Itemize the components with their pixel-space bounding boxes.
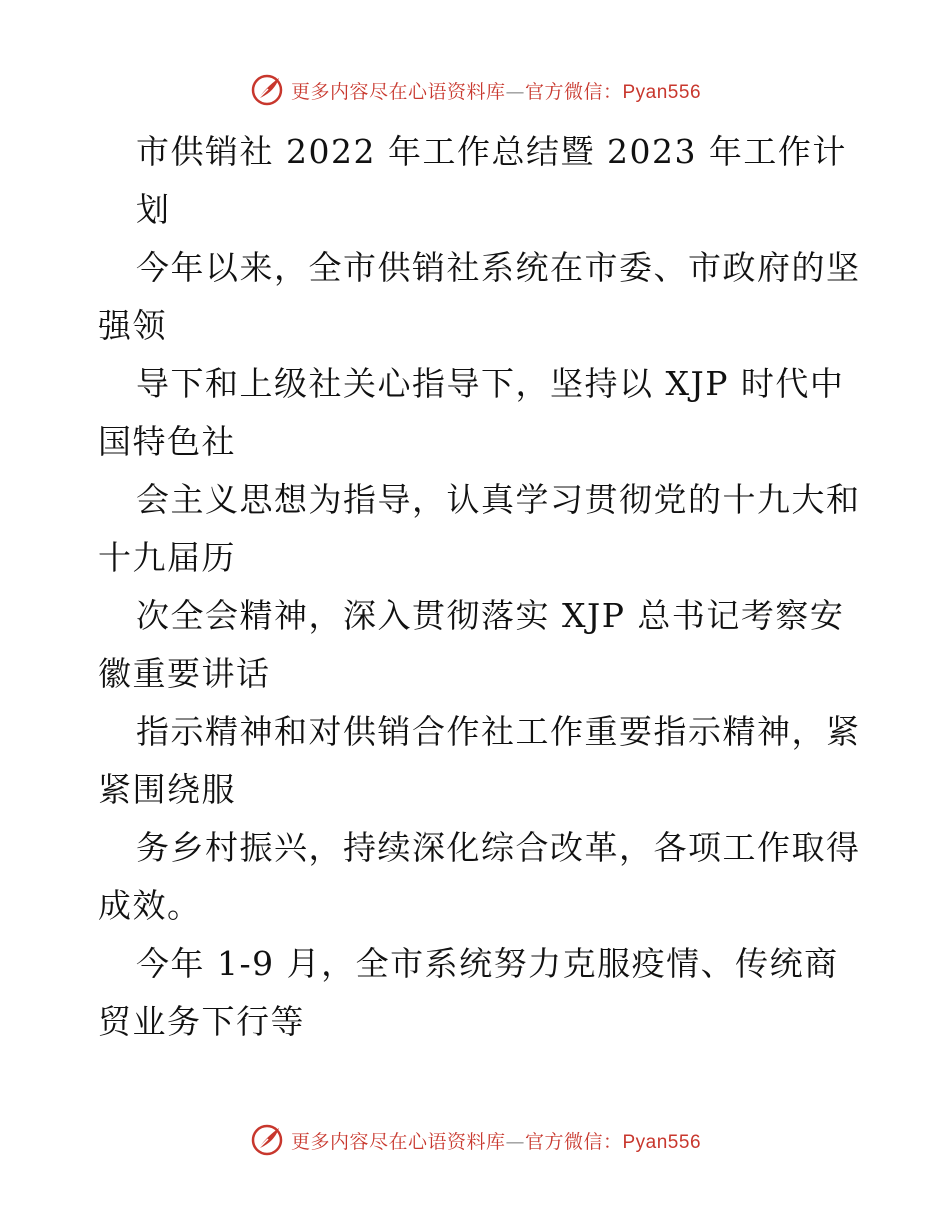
watermark-label: 更多内容尽在心语资料库 bbox=[290, 1130, 506, 1153]
watermark-account: Pyan556 bbox=[622, 1131, 702, 1153]
paragraph-line: 成效。 bbox=[98, 886, 202, 925]
paragraph-line: 导下和上级社关心指导下，坚持以 XJP 时代中 bbox=[136, 364, 845, 403]
paragraph-line: 国特色社 bbox=[98, 422, 236, 461]
watermark-contact: 官方微信： bbox=[524, 1130, 623, 1153]
document-body bbox=[98, 123, 861, 1051]
paragraph-line: 贸业务下行等 bbox=[98, 1002, 305, 1041]
paragraph-line: 指示精神和对供销合作社工作重要指示精神，紧 bbox=[136, 712, 861, 751]
watermark-contact: 官方微信： bbox=[524, 80, 623, 103]
quill-pen-logo-icon bbox=[249, 1122, 285, 1158]
watermark-label: 更多内容尽在心语资料库 bbox=[290, 80, 506, 103]
watermark-separator: — bbox=[505, 1130, 525, 1153]
paragraph-line: 今年以来，全市供销社系统在市委、市政府的坚 bbox=[136, 248, 861, 287]
title-line-1: 市供销社 2022 年工作总结暨 2023 年工作计 bbox=[136, 132, 847, 171]
watermark-text bbox=[291, 77, 701, 104]
paragraph-line: 会主义思想为指导，认真学习贯彻党的十九大和 bbox=[136, 480, 861, 519]
paragraph-line: 务乡村振兴，持续深化综合改革，各项工作取得 bbox=[136, 828, 861, 867]
watermark-footer bbox=[0, 1120, 950, 1160]
paragraph-line: 强领 bbox=[98, 306, 167, 345]
paragraph-line: 紧围绕服 bbox=[98, 770, 236, 809]
watermark-header bbox=[0, 70, 950, 110]
paragraph-line: 十九届历 bbox=[98, 538, 236, 577]
title-line-2: 划 bbox=[136, 190, 171, 229]
watermark-separator: — bbox=[505, 80, 525, 103]
watermark-account: Pyan556 bbox=[622, 81, 702, 103]
watermark-text bbox=[291, 1127, 701, 1154]
paragraph-line: 今年 1-9 月，全市系统努力克服疫情、传统商 bbox=[136, 944, 839, 983]
paragraph-line: 徽重要讲话 bbox=[98, 654, 271, 693]
paragraph-line: 次全会精神，深入贯彻落实 XJP 总书记考察安 bbox=[136, 596, 845, 635]
quill-pen-logo-icon bbox=[249, 72, 285, 108]
